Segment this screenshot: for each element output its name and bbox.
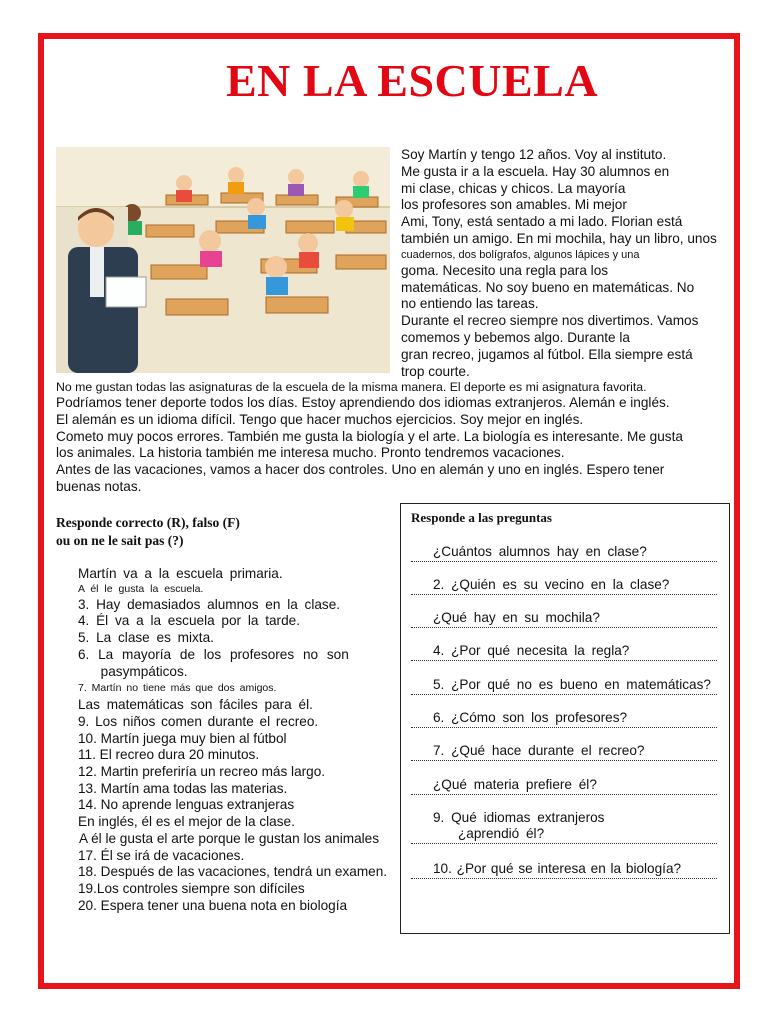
story-line: Durante el recreo siempre nos divertimos. Vamos [401, 313, 699, 329]
question-text: 2. ¿Quién es su vecino en la clase? [433, 577, 670, 592]
statement-item: Martín va a la escuela primaria. [78, 566, 283, 581]
question-item [401, 861, 768, 879]
question-text: 6. ¿Cómo son los profesores? [433, 710, 628, 725]
answer-line[interactable] [411, 627, 717, 628]
story-line: No me gustan todas las asignaturas de la escuela de la misma manera. El deporte es mi asignatura favorita. [56, 380, 647, 394]
answer-line[interactable] [411, 660, 717, 661]
statement-item: Las matemáticas son fáciles para él. [78, 697, 313, 713]
statement-item: 3. Hay demasiados alumnos en la clase. [78, 596, 341, 612]
story-line: gran recreo, jugamos al fútbol. Ella siempre está [401, 346, 693, 362]
statement-item: 14. No aprende lenguas extranjeras [78, 797, 295, 813]
story-paragraph-right [401, 147, 717, 380]
question-text: ¿Qué hay en su mochila? [433, 610, 600, 625]
story-line: El alemán es un idioma difícil. Tengo que hacer muchos ejercicios. Soy mejor en inglés. [56, 411, 584, 427]
page-title: EN LA ESCUELA [226, 55, 599, 106]
question-text: 10. ¿Por qué se interesa en la biología? [433, 861, 682, 876]
answer-line[interactable] [411, 878, 717, 879]
question-text: ¿aprendió él? [458, 826, 545, 841]
question-text: ¿Cuántos alumnos hay en clase? [433, 544, 647, 559]
story-line: los profesores son amables. Mi mejor [401, 197, 627, 213]
answer-line[interactable] [411, 727, 717, 728]
answer-line[interactable] [411, 760, 717, 761]
tf-heading-line: Responde correcto (R), falso (F) [56, 515, 240, 530]
question-item [401, 610, 768, 628]
statement-item: 13. Martín ama todas las materias. [78, 780, 288, 796]
story-line: mi clase, chicas y chicos. La mayoría [401, 180, 626, 196]
story-line: buenas notas. [56, 478, 142, 494]
question-item [401, 777, 768, 795]
story-line: Antes de las vacaciones, vamos a hacer dos controles. Uno en alemán y uno en inglés. Espero tener [56, 462, 665, 478]
question-text: 5. ¿Por qué no es bueno en matemáticas? [433, 677, 711, 692]
classroom-illustration [56, 147, 390, 373]
answer-line[interactable] [411, 843, 717, 844]
statement-item: 19.Los controles siempre son difíciles [78, 880, 305, 896]
story-line: cuadernos, dos bolígrafos, algunos lápices y una [401, 248, 640, 261]
story-line: los animales. La historia también me interesa mucho. Pronto tendremos vacaciones. [56, 445, 565, 461]
statement-item: A él le gusta el arte porque le gustan los animales [79, 830, 380, 846]
story-line: Podríamos tener deporte todos los días. Estoy aprendiendo dos idiomas extranjeros. Alemán e inglés. [56, 395, 670, 410]
story-line: goma. Necesito una regla para los [401, 262, 609, 278]
questions-title: Responde a las preguntas [411, 510, 552, 525]
statement-item: 5. La clase es mixta. [78, 630, 214, 646]
statement-item: 10. Martín juega muy bien al fútbol [78, 730, 287, 746]
statement-item: 6. La mayoría de los profesores no son [78, 646, 349, 662]
statement-item: 20. Espera tener una buena nota en biología [78, 897, 348, 913]
question-item [401, 743, 768, 761]
questions-box [400, 503, 730, 934]
statement-item: 7. Martín no tiene más que dos amigos. [78, 682, 277, 695]
story-paragraph-full [56, 380, 683, 496]
story-line: Cometo muy pocos errores. También me gusta la biología y el arte. La biología es interesante. Me gusta [56, 428, 683, 444]
story-line: Soy Martín y tengo 12 años. Voy al instituto. [401, 147, 667, 162]
statement-item: pasympáticos. [78, 663, 188, 679]
story-line: matemáticas. No soy bueno en matemáticas. No [401, 279, 695, 295]
answer-line[interactable] [411, 794, 717, 795]
question-item [401, 677, 768, 695]
question-text: 7. ¿Qué hace durante el recreo? [433, 743, 645, 758]
story-line: trop courte. [401, 363, 470, 379]
answer-line[interactable] [411, 594, 717, 595]
tf-statements [78, 566, 387, 914]
story-line: Ami, Tony, está sentado a mi lado. Florian está [401, 214, 683, 230]
tf-heading [56, 514, 240, 550]
question-item [401, 643, 768, 661]
story-line: Me gusta ir a la escuela. Hay 30 alumnos en [401, 163, 670, 179]
question-text: ¿Qué materia prefiere él? [433, 777, 597, 792]
answer-line[interactable] [411, 694, 717, 695]
question-text: 9. Qué idiomas extranjeros [433, 810, 605, 825]
story-line: también un amigo. En mi mochila, hay un libro, unos [401, 230, 717, 246]
question-item [401, 710, 768, 728]
statement-item: 18. Después de las vacaciones, tendrá un examen. [78, 864, 388, 880]
question-item [401, 544, 768, 562]
question-item [401, 577, 768, 595]
statement-item: 9. Los niños comen durante el recreo. [78, 713, 319, 729]
story-line: comemos y bebemos algo. Durante la [401, 329, 630, 345]
statement-item: 4. Él va a la escuela por la tarde. [78, 613, 300, 629]
answer-line[interactable] [411, 561, 717, 562]
statement-item: 11. El recreo dura 20 minutos. [78, 747, 260, 763]
statement-item: 12. Martin preferiría un recreo más largo. [78, 764, 326, 780]
statement-item: En inglés, él es el mejor de la clase. [78, 814, 295, 830]
story-line: no entiendo las tareas. [401, 296, 539, 312]
question-text: 4. ¿Por qué necesita la regla? [433, 643, 630, 658]
statement-item: 17. Él se irá de vacaciones. [78, 847, 245, 863]
statement-item: A él le gusta la escuela. [78, 582, 204, 595]
question-item [401, 810, 768, 844]
tf-heading-line: ou on ne le sait pas (?) [56, 533, 184, 548]
